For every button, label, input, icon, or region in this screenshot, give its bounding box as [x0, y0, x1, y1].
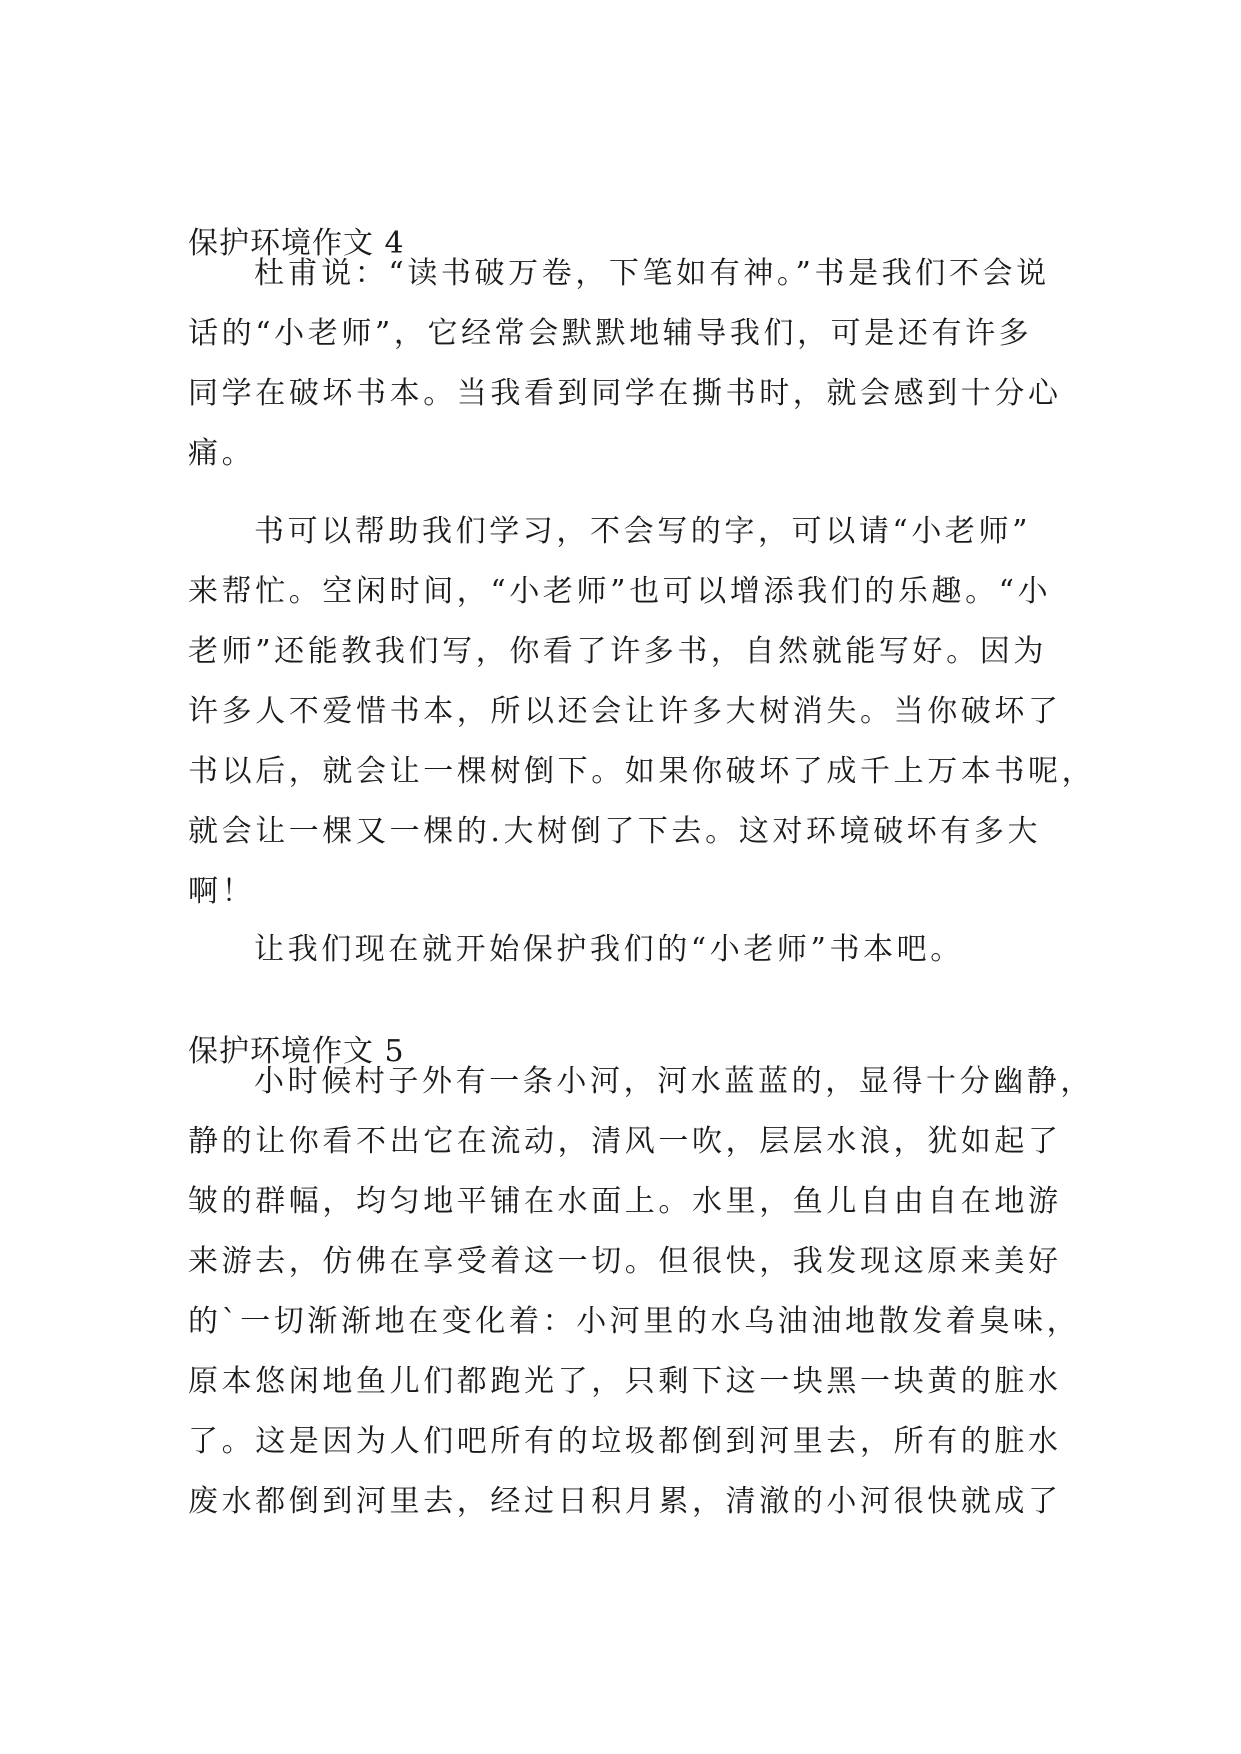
- text-line: 让我们现在就开始保护我们的“小老师”书本吧。: [254, 932, 964, 967]
- text-line: 了。这是因为人们吧所有的垃圾都倒到河里去，所有的脏水: [188, 1424, 1062, 1459]
- text-line: 同学在破坏书本。当我看到同学在撕书时，就会感到十分心: [188, 376, 1062, 411]
- text-line: 的`一切渐渐地在变化着：小河里的水乌油油地散发着臭味，: [188, 1304, 1081, 1339]
- essay-title-5: 保护环境作文 5: [188, 1034, 405, 1069]
- essay-4-paragraph-2: [188, 502, 1096, 922]
- text-line: 原本悠闲地鱼儿们都跑光了，只剩下这一块黑一块黄的脏水: [188, 1364, 1062, 1399]
- text-line: 来帮忙。空闲时间，“小老师”也可以增添我们的乐趣。“小: [188, 574, 1052, 609]
- text-line: 老师”还能教我们写，你看了许多书，自然就能写好。因为: [188, 634, 1047, 669]
- text-line: 皱的群幅，均匀地平铺在水面上。水里，鱼儿自由自在地游: [188, 1184, 1062, 1219]
- essay-4-paragraph-3: [188, 920, 1068, 980]
- essay-5-paragraph-1: [188, 1052, 1094, 1532]
- text-line: 静的让你看不出它在流动，清风一吹，层层水浪，犹如起了: [188, 1124, 1062, 1159]
- text-line: 啊！: [188, 874, 256, 909]
- text-line: 来游去，仿佛在享受着这一切。但很快，我发现这原来美好: [188, 1244, 1062, 1279]
- text-line: 就会让一棵又一棵的.大树倒了下去。这对环境破坏有多大: [188, 814, 1042, 849]
- text-line: 杜甫说：“读书破万卷，下笔如有神。”书是我们不会说: [254, 256, 1050, 291]
- essay-title-4: 保护环境作文 4: [188, 226, 405, 261]
- text-line: 废水都倒到河里去，经过日积月累，清澈的小河很快就成了: [188, 1484, 1062, 1519]
- text-line: 痛。: [188, 436, 256, 471]
- text-line: 话的“小老师”，它经常会默默地辅导我们，可是还有许多: [188, 316, 1033, 351]
- text-line: 许多人不爱惜书本，所以还会让许多大树消失。当你破坏了: [188, 694, 1062, 729]
- essay-4-paragraph-1: [188, 244, 1068, 484]
- text-line: 书可以帮助我们学习，不会写的字，可以请“小老师”: [254, 514, 1032, 549]
- text-line: 书以后，就会让一棵树倒下。如果你破坏了成千上万本书呢，: [188, 754, 1096, 789]
- text-line: 小时候村子外有一条小河，河水蓝蓝的，显得十分幽静，: [254, 1064, 1094, 1099]
